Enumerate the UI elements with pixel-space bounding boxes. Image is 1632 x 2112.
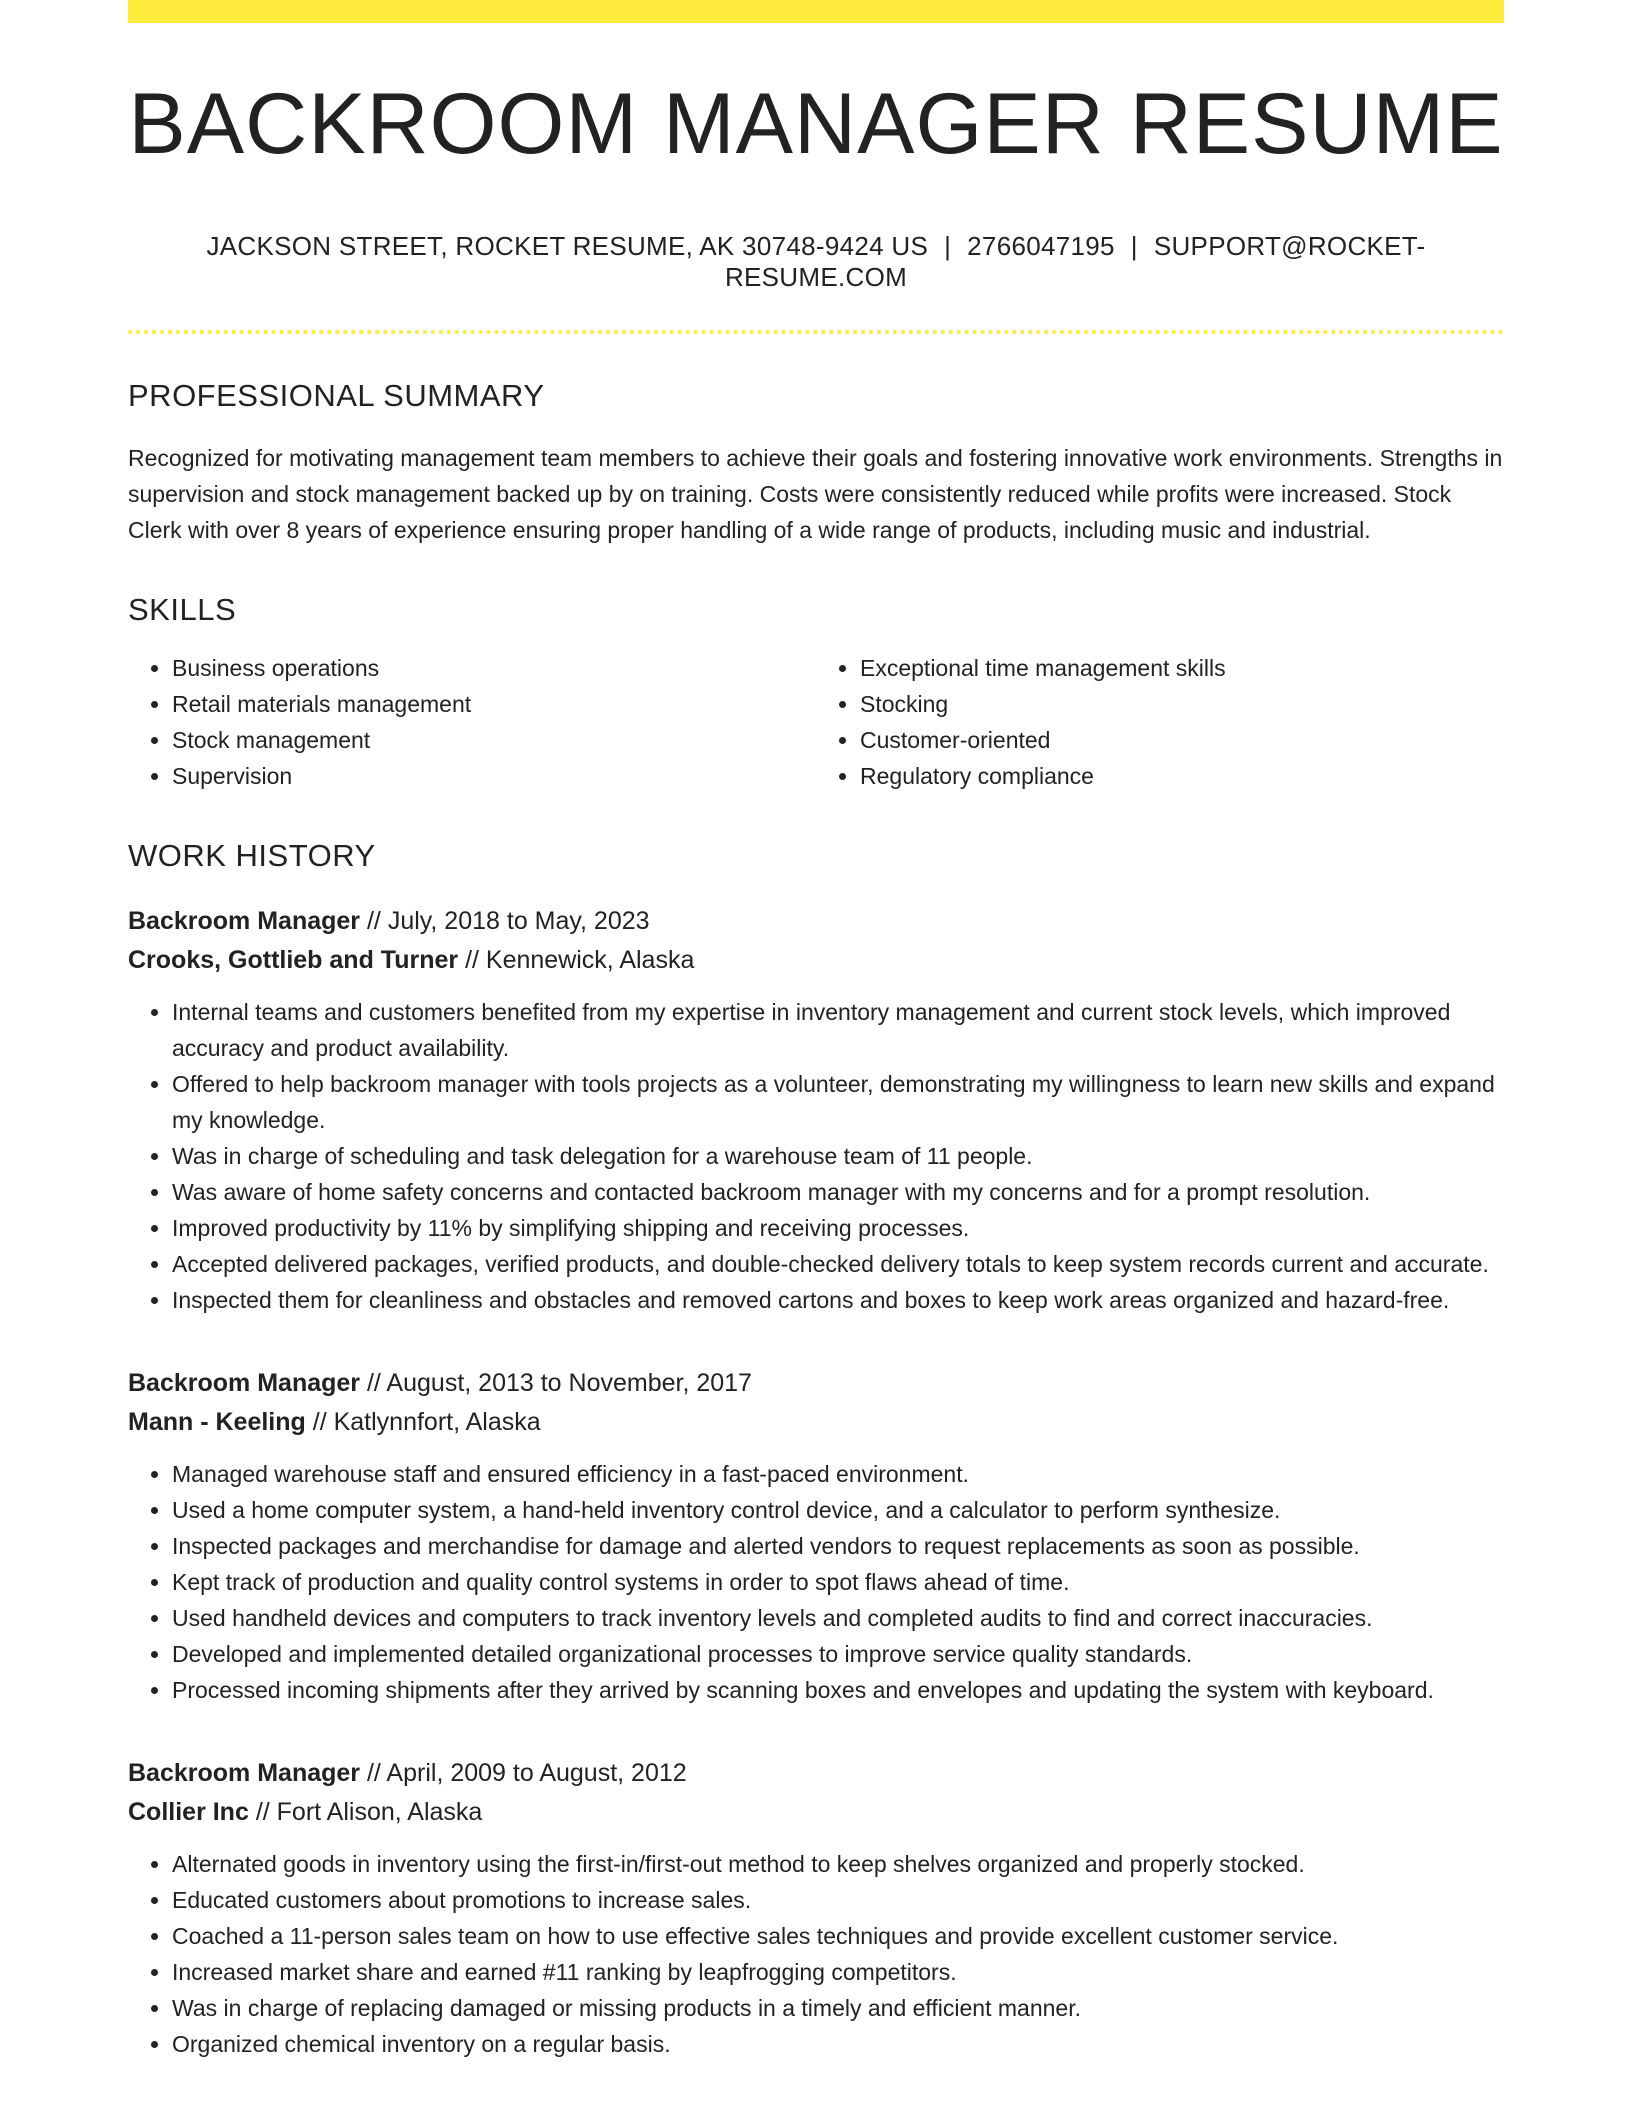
- contact-separator: |: [944, 231, 952, 262]
- job-bullet: • Managed warehouse staff and ensured efficiency in a fast-paced environment.: [172, 1456, 1504, 1492]
- contact-email[interactable]: SUPPORT@ROCKET-RESUME.COM: [724, 231, 1426, 293]
- dotted-divider: [128, 330, 1504, 334]
- job-company: Collier Inc: [128, 1798, 249, 1827]
- job-bullet: • Educated customers about promotions to increase sales.: [172, 1882, 1504, 1918]
- skill-item: • Regulatory compliance: [860, 758, 1504, 794]
- job-title-line: [128, 1364, 1504, 1403]
- job-bullets: [128, 1846, 1504, 2062]
- job-company: Crooks, Gottlieb and Turner: [128, 946, 459, 975]
- job-bullet: • Inspected packages and merchandise for damage and alerted vendors to request replacements as soon as possible.: [172, 1528, 1504, 1564]
- job-company-line: [128, 1793, 1504, 1832]
- skill-item: • Stocking: [860, 686, 1504, 722]
- job-bullet: • Alternated goods in inventory using the first-in/first-out method to keep shelves organized and properly stocked.: [172, 1846, 1504, 1882]
- job-bullet: • Organized chemical inventory on a regular basis.: [172, 2026, 1504, 2062]
- skill-item: • Customer-oriented: [860, 722, 1504, 758]
- job-bullet: • Offered to help backroom manager with tools projects as a volunteer, demonstrating my willingness to learn new skills and expand my knowledge.: [172, 1066, 1504, 1138]
- job-title-line: [128, 1754, 1504, 1793]
- job-bullet: • Was aware of home safety concerns and contacted backroom manager with my concerns and for a prompt resolution.: [172, 1174, 1504, 1210]
- job-title: Backroom Manager: [128, 1759, 361, 1788]
- summary-text: Recognized for motivating management team members to achieve their goals and fostering innovative work environments. Strengths in supervision and stock management backed up by on training. Costs were consistently reduced while profits were increased. Stock Clerk with over 8 years of experience ensuring proper handling of a wide range of products, including music and industrial.: [128, 445, 1503, 544]
- job-bullet: • Inspected them for cleanliness and obstacles and removed cartons and boxes to keep work areas organized and hazard-free.: [172, 1282, 1504, 1318]
- contact-line: [128, 231, 1504, 293]
- job-location: // Katlynnfort, Alaska: [305, 1408, 541, 1437]
- work-history-heading: WORK HISTORY: [128, 838, 376, 874]
- job-company-line: [128, 941, 1504, 980]
- job-bullet: • Used handheld devices and computers to track inventory levels and completed audits to find and correct inaccuracies.: [172, 1600, 1504, 1636]
- job-entry: [128, 902, 1504, 1318]
- job-bullet: • Processed incoming shipments after they arrived by scanning boxes and envelopes and updating the system with keyboard.: [172, 1672, 1504, 1708]
- job-entry: [128, 1754, 1504, 2062]
- skill-item: • Retail materials management: [172, 686, 816, 722]
- job-bullet: • Used a home computer system, a hand-held inventory control device, and a calculator to perform synthesize.: [172, 1492, 1504, 1528]
- job-title: Backroom Manager: [128, 907, 361, 936]
- job-bullet: • Improved productivity by 11% by simplifying shipping and receiving processes.: [172, 1210, 1504, 1246]
- accent-top-bar: [128, 0, 1504, 23]
- contact-address: JACKSON STREET, ROCKET RESUME, AK 30748-9424 US: [206, 231, 929, 262]
- skill-item: • Business operations: [172, 650, 816, 686]
- resume-page: [128, 0, 1504, 2062]
- job-bullet: • Was in charge of replacing damaged or missing products in a timely and efficient manner.: [172, 1990, 1504, 2026]
- skills-list: [128, 650, 1504, 794]
- job-dates: // August, 2013 to November, 2017: [360, 1369, 752, 1398]
- job-bullet: • Increased market share and earned #11 ranking by leapfrogging competitors.: [172, 1954, 1504, 1990]
- skills-heading: SKILLS: [128, 592, 237, 628]
- skill-item: • Exceptional time management skills: [860, 650, 1504, 686]
- job-bullet: • Accepted delivered packages, verified products, and double-checked delivery totals to keep system records current and accurate.: [172, 1246, 1504, 1282]
- job-location: // Fort Alison, Alaska: [248, 1798, 483, 1827]
- job-bullets: [128, 1456, 1504, 1708]
- job-title: Backroom Manager: [128, 1369, 361, 1398]
- skills-column-right: [816, 650, 1504, 794]
- job-location: // Kennewick, Alaska: [458, 946, 695, 975]
- job-bullet: • Internal teams and customers benefited from my expertise in inventory management and current stock levels, which improved accuracy and product availability.: [172, 994, 1504, 1066]
- contact-phone[interactable]: 2766047195: [967, 231, 1115, 262]
- job-company-line: [128, 1403, 1504, 1442]
- skill-item: • Stock management: [172, 722, 816, 758]
- job-company: Mann - Keeling: [128, 1408, 306, 1437]
- skill-item: • Supervision: [172, 758, 816, 794]
- job-bullet: • Was in charge of scheduling and task delegation for a warehouse team of 11 people.: [172, 1138, 1504, 1174]
- job-dates: // July, 2018 to May, 2023: [360, 907, 650, 936]
- job-dates: // April, 2009 to August, 2012: [360, 1759, 687, 1788]
- job-bullet: • Developed and implemented detailed organizational processes to improve service quality standards.: [172, 1636, 1504, 1672]
- summary-heading: PROFESSIONAL SUMMARY: [128, 378, 545, 414]
- resume-title: BACKROOM MANAGER RESUME: [128, 76, 1504, 172]
- contact-separator: |: [1130, 231, 1138, 262]
- job-bullet: • Kept track of production and quality control systems in order to spot flaws ahead of time.: [172, 1564, 1504, 1600]
- skills-column-left: [128, 650, 816, 794]
- job-entry: [128, 1364, 1504, 1708]
- job-bullets: [128, 994, 1504, 1318]
- job-bullet: • Coached a 11-person sales team on how to use effective sales techniques and provide excellent customer service.: [172, 1918, 1504, 1954]
- job-title-line: [128, 902, 1504, 941]
